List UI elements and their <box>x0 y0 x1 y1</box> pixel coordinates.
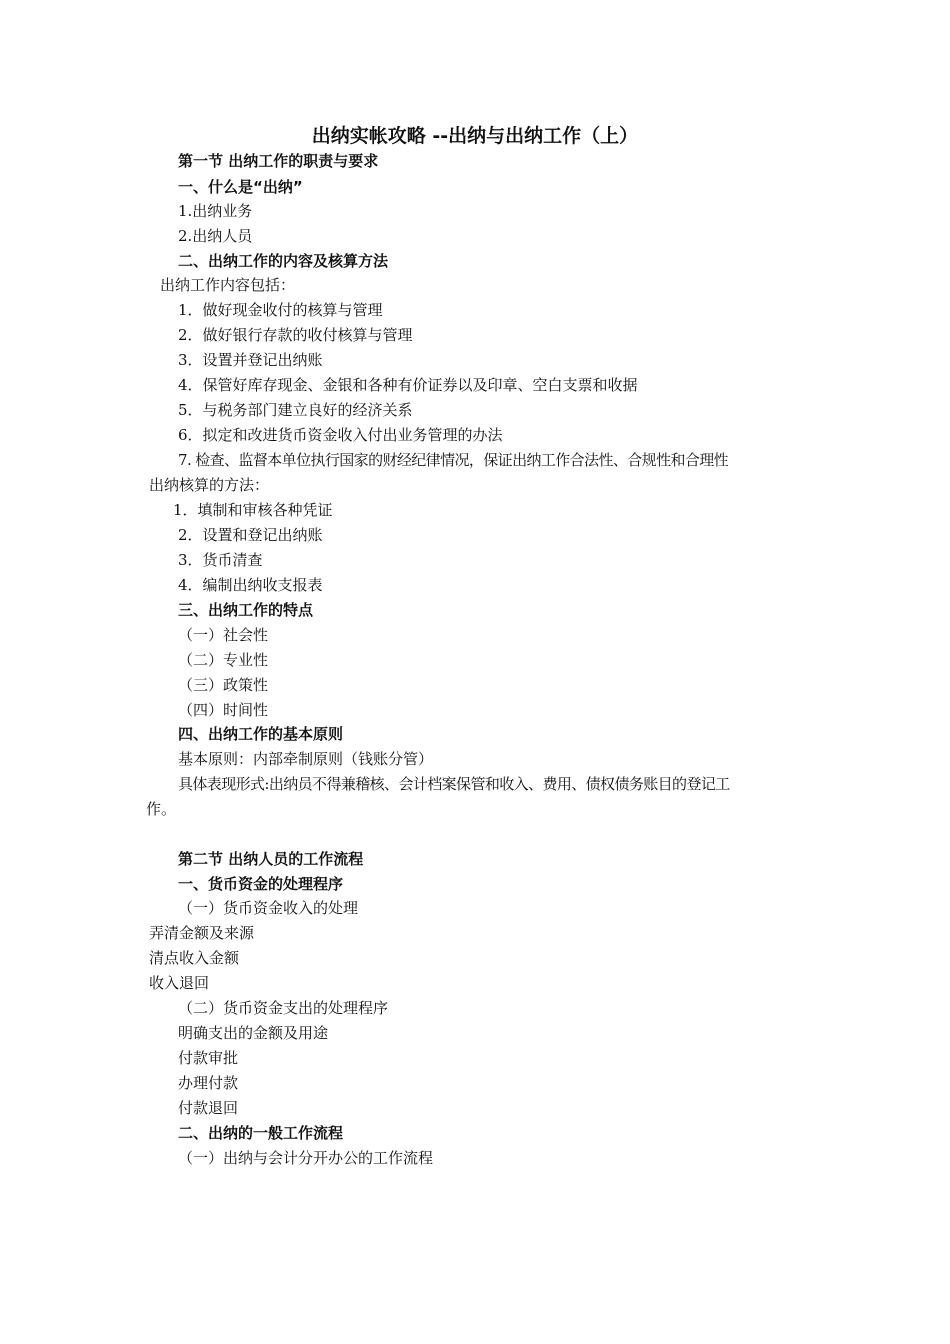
list-item: （三）政策性 <box>178 676 269 694</box>
paragraph: 基本原则：内部牵制原则（钱账分管） <box>178 750 434 768</box>
paragraph: 具体表现形式:出纳员不得兼稽核、会计档案保管和收入、费用、债权债务账目的登记工 <box>178 775 730 793</box>
list-item: 弄清金额及来源 <box>149 924 255 942</box>
subsection-heading: 二、出纳的一般工作流程 <box>178 1124 344 1142</box>
sub-heading: （一）出纳与会计分开办公的工作流程 <box>178 1149 434 1167</box>
list-item: （四）时间性 <box>178 701 269 719</box>
subsection-heading: 三、出纳工作的特点 <box>178 601 314 619</box>
subsection-heading: 四、出纳工作的基本原则 <box>178 725 344 743</box>
list-item: 1．填制和审核各种凭证 <box>173 501 333 519</box>
list-item: 2．设置和登记出纳账 <box>178 526 323 544</box>
list-item: 3．货币清查 <box>178 551 263 569</box>
list-item: 1.出纳业务 <box>178 202 253 220</box>
document-title: 出纳实帐攻略 --出纳与出纳工作（上） <box>311 125 639 147</box>
list-item: 2.出纳人员 <box>178 227 253 245</box>
paragraph: 作。 <box>146 800 177 818</box>
list-item: 付款退回 <box>178 1099 239 1117</box>
list-item: 清点收入金额 <box>149 949 240 967</box>
list-item: 办理付款 <box>178 1074 239 1092</box>
list-item: 3．设置并登记出纳账 <box>178 351 323 369</box>
list-item: 4．编制出纳收支报表 <box>178 576 323 594</box>
paragraph: 出纳核算的方法： <box>149 476 270 494</box>
paragraph: 出纳工作内容包括： <box>160 276 296 294</box>
list-item: 6．拟定和改进货币资金收入付出业务管理的办法 <box>178 426 503 444</box>
subsection-heading: 一、什么是“出纳” <box>178 178 303 196</box>
list-item: 明确支出的金额及用途 <box>178 1024 329 1042</box>
subsection-heading: 一、货币资金的处理程序 <box>178 875 344 893</box>
sub-heading: （一）货币资金收入的处理 <box>178 899 359 917</box>
subsection-heading: 二、出纳工作的内容及核算方法 <box>178 252 389 270</box>
list-item: （二）专业性 <box>178 651 269 669</box>
list-item: 7. 检查、监督本单位执行国家的财经纪律情况，保证出纳工作合法性、合规性和合理性 <box>178 451 729 469</box>
list-item: 收入退回 <box>149 974 210 992</box>
list-item: 4．保管好库存现金、金银和各种有价证券以及印章、空白支票和收据 <box>178 376 638 394</box>
sub-heading: （二）货币资金支出的处理程序 <box>178 999 389 1017</box>
section-heading: 第二节 出纳人员的工作流程 <box>178 850 364 868</box>
list-item: 5．与税务部门建立良好的经济关系 <box>178 401 413 419</box>
list-item: 付款审批 <box>178 1049 239 1067</box>
list-item: 1．做好现金收付的核算与管理 <box>178 301 383 319</box>
section-heading: 第一节 出纳工作的职责与要求 <box>178 152 379 170</box>
list-item: 2．做好银行存款的收付核算与管理 <box>178 326 413 344</box>
list-item: （一）社会性 <box>178 626 269 644</box>
